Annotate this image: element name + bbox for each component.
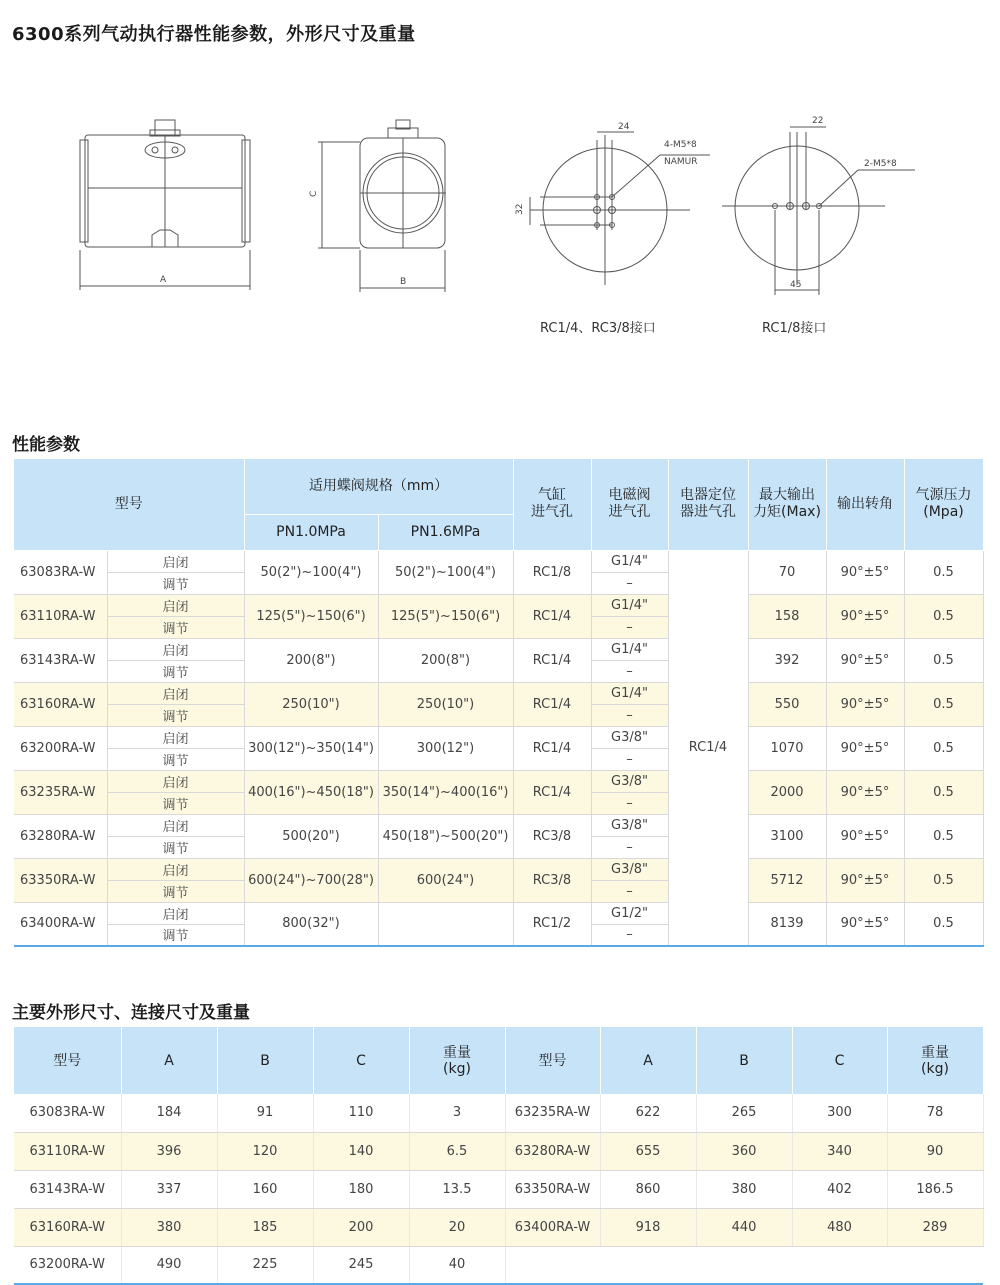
perf-model: 63110RA-W (14, 594, 107, 638)
perf-pressure: 0.5 (904, 726, 983, 770)
perf-rotation: 90°±5° (826, 594, 904, 638)
header-cylinder-port: 气缸 进气孔 (513, 459, 591, 550)
perf-pn16: 250(10") (378, 682, 513, 726)
perf-rotation: 90°±5° (826, 770, 904, 814)
perf-solenoid-none: – (591, 616, 668, 638)
perf-rotation: 90°±5° (826, 902, 904, 946)
dims-header-c-right: C (792, 1027, 887, 1094)
perf-solenoid-port: G1/4" (591, 638, 668, 660)
perf-pressure: 0.5 (904, 550, 983, 594)
dims-left-w: 6.5 (409, 1132, 505, 1170)
perf-solenoid-none: – (591, 836, 668, 858)
dims-left-c: 180 (313, 1170, 409, 1208)
port2-caption: RC1/8接口 (762, 321, 827, 336)
perf-row (14, 902, 983, 924)
port1-dim-side: 32 (515, 203, 525, 215)
dims-left-a: 184 (121, 1094, 217, 1132)
header-pn16: PN1.6MPa (378, 514, 513, 550)
dims-right-c: 340 (792, 1132, 887, 1170)
port2-note1: 2-M5*8 (864, 159, 897, 169)
perf-mode-onoff: 启闭 (107, 814, 244, 836)
header-valve-spec: 适用蝶阀规格（mm） (244, 459, 513, 514)
dims-right-a: 655 (600, 1132, 696, 1170)
perf-max-torque: 5712 (748, 858, 826, 902)
header-solenoid-port: 电磁阀 进气孔 (591, 459, 668, 550)
perf-cylinder-port: RC1/4 (513, 682, 591, 726)
dims-header-weight-left: 重量 (kg) (409, 1027, 505, 1094)
perf-model: 63400RA-W (14, 902, 107, 946)
perf-max-torque: 3100 (748, 814, 826, 858)
dims-right-w: 78 (887, 1094, 983, 1132)
perf-rotation: 90°±5° (826, 638, 904, 682)
front-view-drawing (80, 120, 250, 290)
dims-left-model: 63200RA-W (14, 1246, 121, 1284)
dims-left-b: 225 (217, 1246, 313, 1284)
header-positioner-port: 电器定位 器进气孔 (668, 459, 748, 550)
dims-row (14, 1094, 983, 1132)
dims-right-a: 918 (600, 1208, 696, 1246)
perf-pn16: 600(24") (378, 858, 513, 902)
perf-pn10: 125(5")~150(6") (244, 594, 378, 638)
perf-pressure: 0.5 (904, 638, 983, 682)
dims-right-w: 289 (887, 1208, 983, 1246)
perf-mode-regulating: 调节 (107, 836, 244, 858)
perf-mode-onoff: 启闭 (107, 594, 244, 616)
perf-mode-regulating: 调节 (107, 616, 244, 638)
dims-right-b: 380 (696, 1170, 792, 1208)
dims-right-c: 402 (792, 1170, 887, 1208)
perf-pressure: 0.5 (904, 682, 983, 726)
perf-mode-regulating: 调节 (107, 880, 244, 902)
perf-solenoid-port: G1/4" (591, 550, 668, 572)
dimensions-heading: 主要外形尺寸、连接尺寸及重量 (12, 1003, 250, 1023)
perf-pressure: 0.5 (904, 770, 983, 814)
perf-max-torque: 1070 (748, 726, 826, 770)
perf-mode-onoff: 启闭 (107, 682, 244, 704)
perf-model: 63083RA-W (14, 550, 107, 594)
dims-right-model: 63280RA-W (505, 1132, 600, 1170)
perf-pn10: 50(2")~100(4") (244, 550, 378, 594)
perf-cylinder-port: RC1/4 (513, 638, 591, 682)
perf-pn16: 450(18")~500(20") (378, 814, 513, 858)
perf-pressure: 0.5 (904, 902, 983, 946)
perf-model: 63280RA-W (14, 814, 107, 858)
dims-left-w: 20 (409, 1208, 505, 1246)
dims-left-a: 490 (121, 1246, 217, 1284)
perf-solenoid-port: G1/2" (591, 902, 668, 924)
perf-solenoid-none: – (591, 924, 668, 946)
dims-right-a: 860 (600, 1170, 696, 1208)
dims-header-model-left: 型号 (14, 1027, 121, 1094)
perf-cylinder-port: RC1/4 (513, 726, 591, 770)
port2-dim-bottom: 45 (790, 280, 802, 290)
perf-pn10: 250(10") (244, 682, 378, 726)
perf-mode-onoff: 启闭 (107, 550, 244, 572)
perf-row (14, 594, 983, 616)
perf-pn16: 350(14")~400(16") (378, 770, 513, 814)
perf-model: 63143RA-W (14, 638, 107, 682)
perf-row (14, 550, 983, 572)
dims-left-c: 140 (313, 1132, 409, 1170)
perf-pn16: 200(8") (378, 638, 513, 682)
dims-header-b-right: B (696, 1027, 792, 1094)
perf-mode-regulating: 调节 (107, 572, 244, 594)
dims-left-b: 185 (217, 1208, 313, 1246)
perf-model: 63235RA-W (14, 770, 107, 814)
dims-left-c: 110 (313, 1094, 409, 1132)
dims-left-model: 63083RA-W (14, 1094, 121, 1132)
perf-rotation: 90°±5° (826, 814, 904, 858)
dims-right-b: 360 (696, 1132, 792, 1170)
perf-mode-onoff: 启闭 (107, 770, 244, 792)
port1-dim-top: 24 (618, 122, 630, 132)
perf-pn10: 800(32") (244, 902, 378, 946)
header-max-torque: 最大输出 力矩(Max) (748, 459, 826, 550)
dims-header-b-left: B (217, 1027, 313, 1094)
perf-cylinder-port: RC1/4 (513, 594, 591, 638)
dims-header-a-left: A (121, 1027, 217, 1094)
perf-solenoid-port: G3/8" (591, 726, 668, 748)
front-view-label-a: A (160, 275, 167, 285)
dims-header-weight-right: 重量 (kg) (887, 1027, 983, 1094)
perf-cylinder-port: RC3/8 (513, 814, 591, 858)
port1-note2: NAMUR (664, 157, 698, 167)
dims-left-c: 200 (313, 1208, 409, 1246)
perf-row (14, 814, 983, 836)
perf-row (14, 770, 983, 792)
perf-max-torque: 392 (748, 638, 826, 682)
perf-rotation: 90°±5° (826, 550, 904, 594)
perf-max-torque: 70 (748, 550, 826, 594)
perf-mode-onoff: 启闭 (107, 858, 244, 880)
perf-mode-onoff: 启闭 (107, 638, 244, 660)
perf-pressure: 0.5 (904, 858, 983, 902)
dims-right-model: 63235RA-W (505, 1094, 600, 1132)
perf-rotation: 90°±5° (826, 682, 904, 726)
side-view-label-c: C (309, 190, 319, 197)
dims-row (14, 1246, 983, 1284)
perf-max-torque: 8139 (748, 902, 826, 946)
port2-drawing (722, 127, 915, 295)
perf-positioner-port: RC1/4 (668, 550, 748, 946)
perf-model: 63160RA-W (14, 682, 107, 726)
dims-left-model: 63143RA-W (14, 1170, 121, 1208)
perf-pn16: 125(5")~150(6") (378, 594, 513, 638)
dims-left-b: 91 (217, 1094, 313, 1132)
perf-cylinder-port: RC1/4 (513, 770, 591, 814)
perf-cylinder-port: RC1/2 (513, 902, 591, 946)
dims-left-w: 40 (409, 1246, 505, 1284)
perf-max-torque: 2000 (748, 770, 826, 814)
perf-pn16: 300(12") (378, 726, 513, 770)
dims-left-w: 3 (409, 1094, 505, 1132)
dims-right-b: 265 (696, 1094, 792, 1132)
perf-pn16: 50(2")~100(4") (378, 550, 513, 594)
perf-row (14, 638, 983, 660)
perf-mode-regulating: 调节 (107, 660, 244, 682)
dims-right-a: 622 (600, 1094, 696, 1132)
dims-header-model-right: 型号 (505, 1027, 600, 1094)
perf-model: 63200RA-W (14, 726, 107, 770)
dims-header-c-left: C (313, 1027, 409, 1094)
perf-max-torque: 550 (748, 682, 826, 726)
perf-solenoid-none: – (591, 880, 668, 902)
dims-left-model: 63110RA-W (14, 1132, 121, 1170)
perf-solenoid-none: – (591, 572, 668, 594)
perf-cylinder-port: RC1/8 (513, 550, 591, 594)
dims-row (14, 1208, 983, 1246)
perf-solenoid-none: – (591, 748, 668, 770)
side-view-drawing (318, 120, 446, 292)
perf-model: 63350RA-W (14, 858, 107, 902)
dims-right-w: 186.5 (887, 1170, 983, 1208)
side-view-label-b: B (400, 277, 407, 287)
dims-empty-cell (505, 1246, 983, 1284)
dims-left-model: 63160RA-W (14, 1208, 121, 1246)
perf-mode-onoff: 启闭 (107, 902, 244, 924)
dims-left-w: 13.5 (409, 1170, 505, 1208)
perf-row (14, 726, 983, 748)
dims-left-b: 120 (217, 1132, 313, 1170)
perf-solenoid-port: G3/8" (591, 770, 668, 792)
dims-left-a: 380 (121, 1208, 217, 1246)
perf-solenoid-port: G3/8" (591, 858, 668, 880)
perf-pn10: 600(24")~700(28") (244, 858, 378, 902)
perf-rotation: 90°±5° (826, 858, 904, 902)
dims-left-c: 245 (313, 1246, 409, 1284)
dims-row (14, 1132, 983, 1170)
performance-heading: 性能参数 (12, 435, 80, 455)
perf-mode-regulating: 调节 (107, 924, 244, 946)
perf-solenoid-port: G1/4" (591, 682, 668, 704)
perf-pn10: 400(16")~450(18") (244, 770, 378, 814)
perf-row (14, 858, 983, 880)
perf-solenoid-port: G3/8" (591, 814, 668, 836)
dims-right-model: 63400RA-W (505, 1208, 600, 1246)
port1-caption: RC1/4、RC3/8接口 (540, 321, 656, 336)
dims-left-b: 160 (217, 1170, 313, 1208)
port2-dim-top: 22 (812, 116, 824, 126)
dims-left-a: 337 (121, 1170, 217, 1208)
dims-left-a: 396 (121, 1132, 217, 1170)
dims-right-c: 480 (792, 1208, 887, 1246)
perf-solenoid-none: – (591, 660, 668, 682)
dims-right-b: 440 (696, 1208, 792, 1246)
perf-solenoid-none: – (591, 704, 668, 726)
header-model: 型号 (14, 459, 244, 550)
header-rotation: 输出转角 (826, 459, 904, 550)
perf-pn10: 500(20") (244, 814, 378, 858)
perf-max-torque: 158 (748, 594, 826, 638)
perf-mode-regulating: 调节 (107, 748, 244, 770)
perf-rotation: 90°±5° (826, 726, 904, 770)
perf-solenoid-port: G1/4" (591, 594, 668, 616)
dims-right-w: 90 (887, 1132, 983, 1170)
dims-header-a-right: A (600, 1027, 696, 1094)
header-pressure: 气源压力 (Mpa) (904, 459, 983, 550)
perf-pn16 (378, 902, 513, 946)
perf-pressure: 0.5 (904, 594, 983, 638)
port1-drawing (530, 132, 710, 285)
perf-row (14, 682, 983, 704)
perf-pn10: 200(8") (244, 638, 378, 682)
perf-mode-onoff: 启闭 (107, 726, 244, 748)
dims-right-model: 63350RA-W (505, 1170, 600, 1208)
page-title: 6300系列气动执行器性能参数，外形尺寸及重量 (12, 24, 416, 45)
port1-note1: 4-M5*8 (664, 140, 697, 150)
dims-right-c: 300 (792, 1094, 887, 1132)
technical-drawings (0, 60, 1000, 390)
perf-mode-regulating: 调节 (107, 792, 244, 814)
dims-row (14, 1170, 983, 1208)
perf-pn10: 300(12")~350(14") (244, 726, 378, 770)
dimensions-table (14, 1027, 984, 1285)
perf-mode-regulating: 调节 (107, 704, 244, 726)
performance-table (14, 459, 984, 947)
header-pn10: PN1.0MPa (244, 514, 378, 550)
perf-pressure: 0.5 (904, 814, 983, 858)
perf-cylinder-port: RC3/8 (513, 858, 591, 902)
perf-solenoid-none: – (591, 792, 668, 814)
